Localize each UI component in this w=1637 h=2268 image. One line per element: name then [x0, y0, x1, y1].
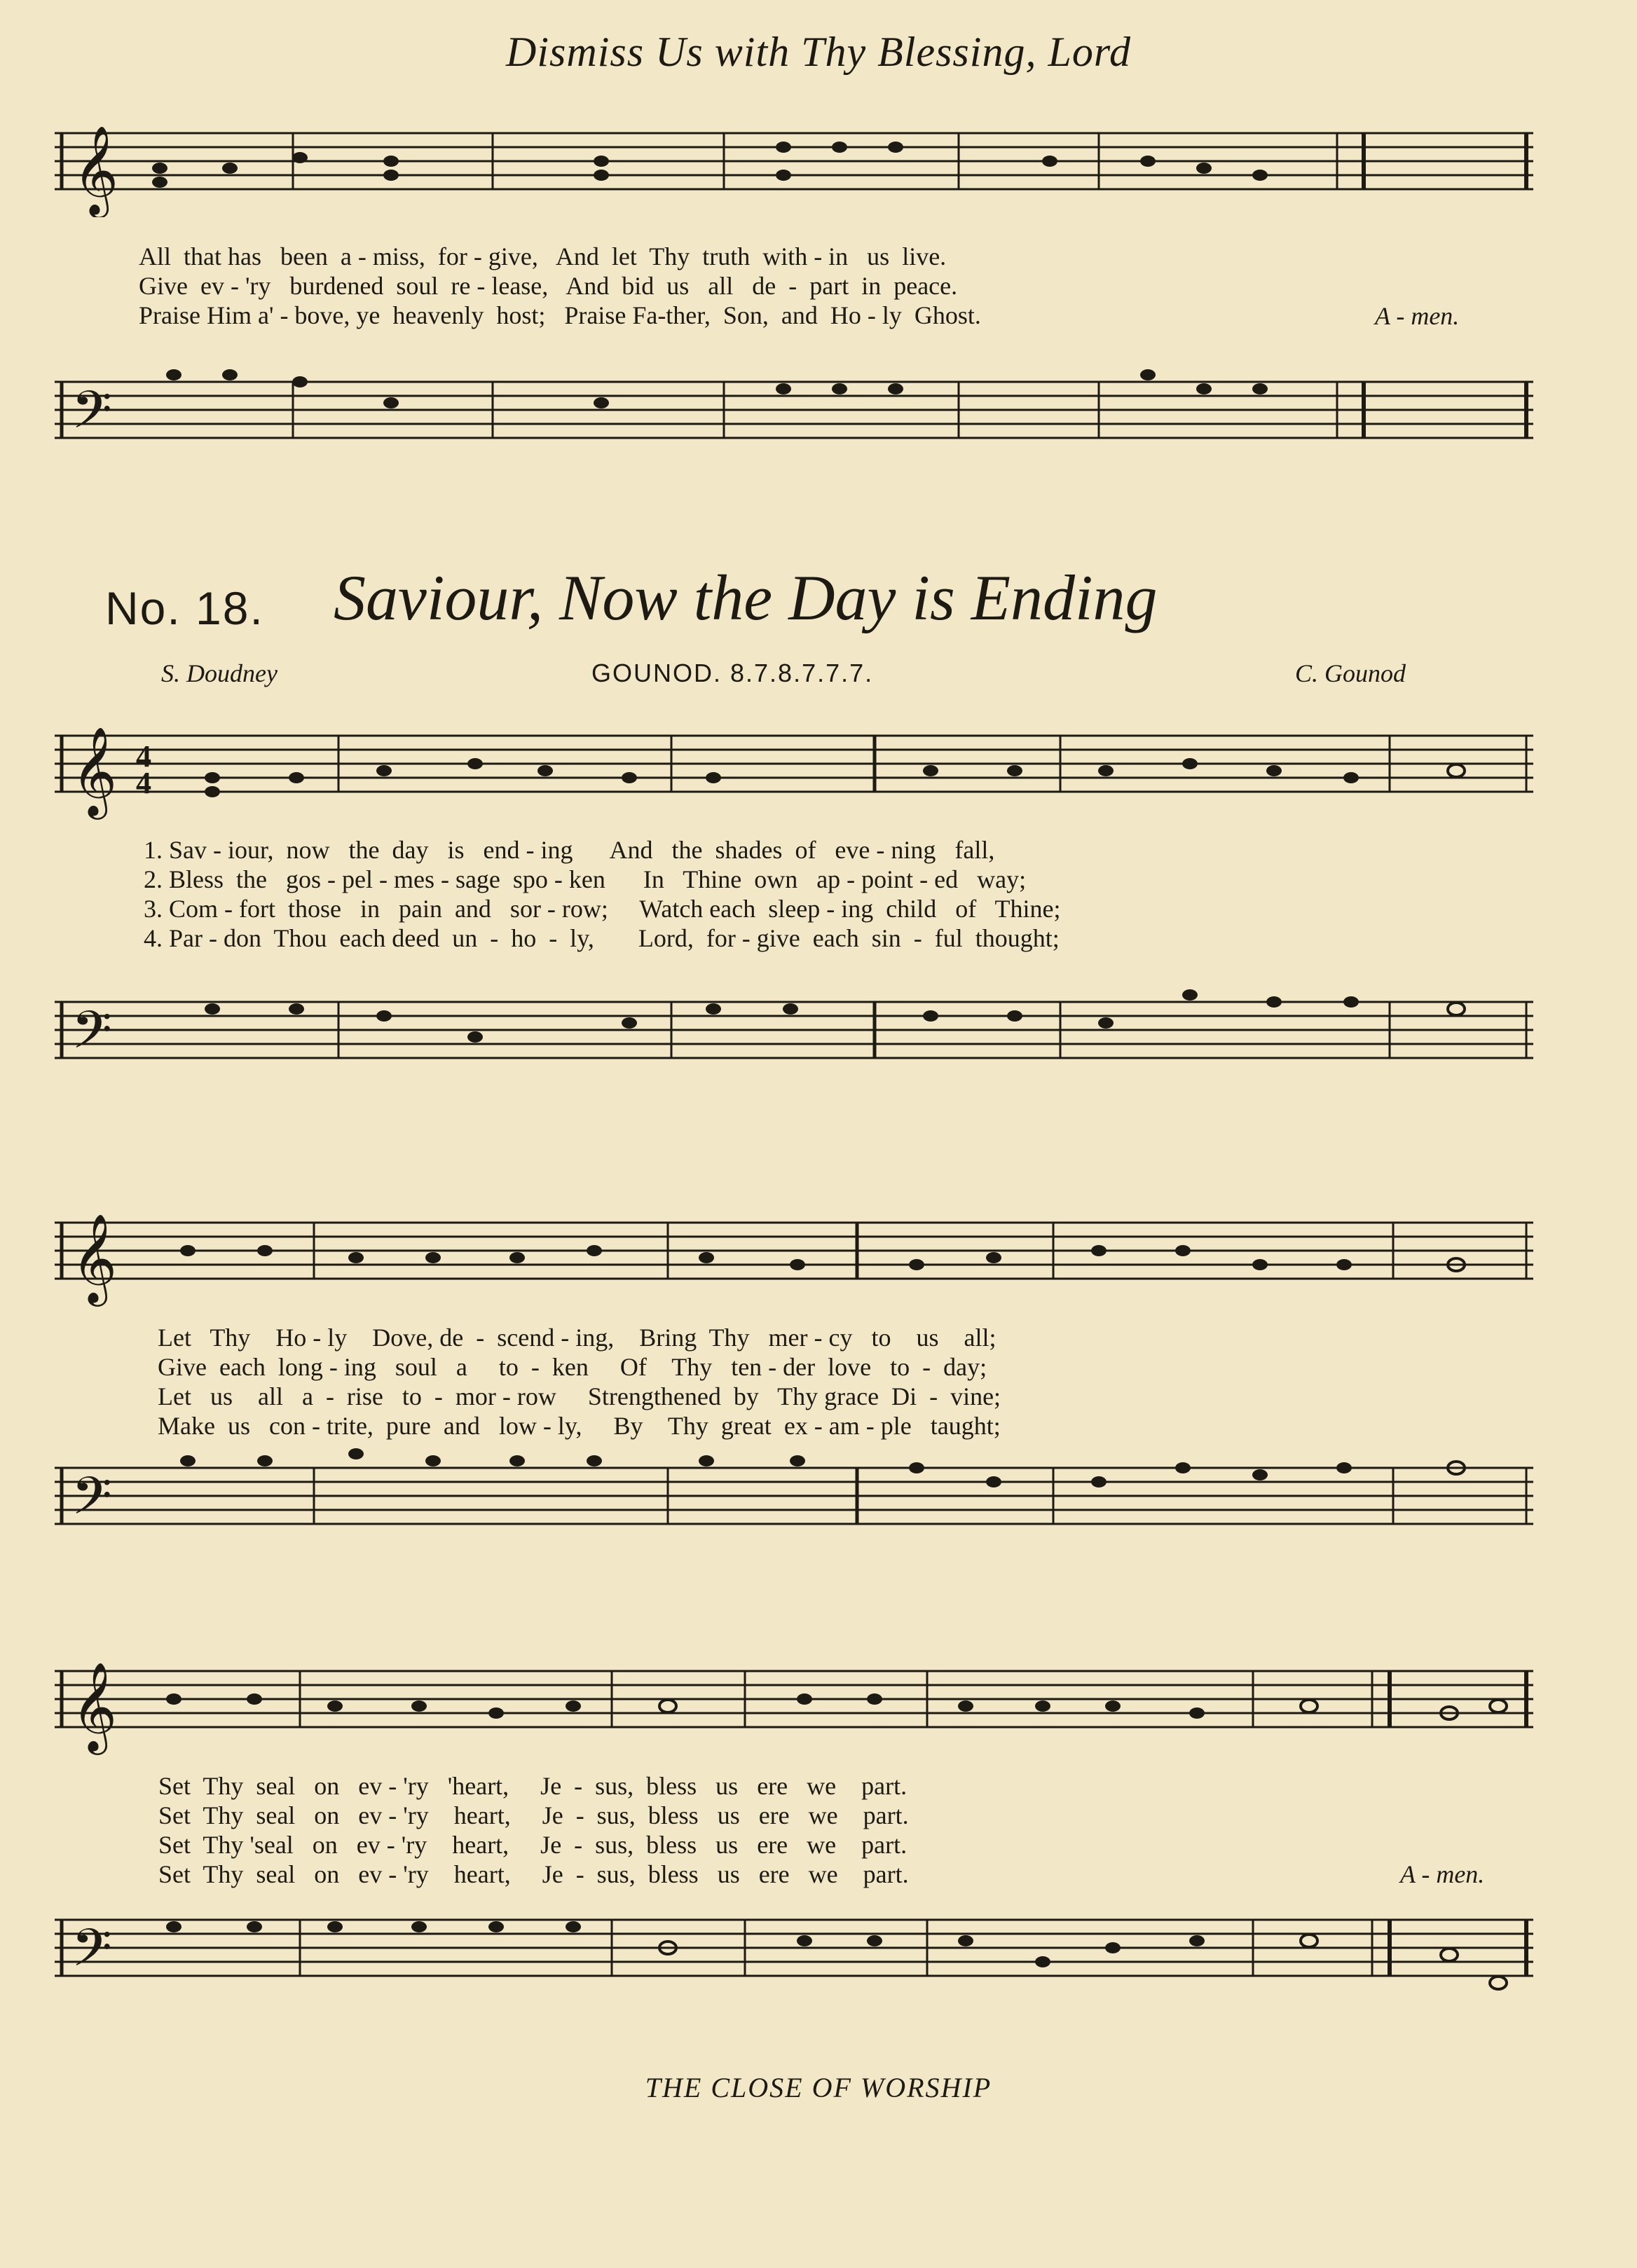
verse-1-line-3: Set Thy seal on ev - 'ry 'heart, Je - sus, bless us ere we part. [158, 1772, 907, 1800]
svg-text:4: 4 [136, 739, 151, 774]
staff-bass-3 [55, 1447, 1533, 1566]
svg-text:4: 4 [136, 766, 151, 800]
hymn1-verse-2: Give ev - 'ry burdened soul re - lease, And bid us all de - part in peace. [139, 272, 958, 300]
hymn2-system3-lyrics [158, 1771, 909, 1889]
verse-2-line-3: Set Thy seal on ev - 'ry heart, Je - sus, bless us ere we part. [158, 1801, 909, 1829]
running-title: Dismiss Us with Thy Blessing, Lord [506, 29, 1131, 75]
hymn2-amen: A - men. [1400, 1860, 1485, 1888]
hymn-number: No. 18. [105, 582, 264, 634]
hymn-title: Saviour, Now the Day is Ending [334, 562, 1158, 633]
svg-text:𝄢: 𝄢 [71, 1918, 112, 1991]
hymn2-system1-lyrics [144, 835, 1061, 953]
hymn1-verse-3: Praise Him a' - bove, ye heavenly host; Praise Fa-ther, Son, and Ho - ly Ghost. [139, 301, 981, 329]
author-credit: S. Doudney [161, 659, 278, 687]
tune-name: GOUNOD. 8.7.8.7.7.7. [591, 659, 874, 687]
staff-bass-4 [55, 1899, 1533, 2018]
svg-text:𝄢: 𝄢 [71, 1000, 112, 1073]
verse-4-line-2: Make us con - trite, pure and low - ly, By Thy great ex - am - ple taught; [158, 1412, 1001, 1440]
staff-bass-2 [55, 981, 1533, 1100]
verse-4-line-1: 4. Par - don Thou each deed un - ho - ly, Lord, for - give each sin - ful thought; [144, 924, 1060, 952]
staff-treble-4 [55, 1650, 1533, 1755]
svg-text:𝄢: 𝄢 [71, 1466, 112, 1539]
svg-text:𝄞: 𝄞 [73, 125, 119, 214]
svg-text:𝄞: 𝄞 [71, 1213, 118, 1303]
svg-text:𝄢: 𝄢 [71, 380, 112, 453]
verse-3-line-1: 3. Com - fort those in pain and sor - row; Watch each sleep - ing child of Thine; [144, 895, 1061, 923]
page-footer: THE CLOSE OF WORSHIP [645, 2072, 992, 2103]
hymn2-system2-lyrics [158, 1323, 1001, 1441]
verse-3-line-3: Set Thy 'seal on ev - 'ry heart, Je - sus, bless us ere we part. [158, 1831, 907, 1859]
svg-text:𝄞: 𝄞 [71, 1661, 118, 1751]
staff-treble-2 [55, 715, 1533, 820]
hymn1-lyrics [139, 242, 981, 330]
verse-2-line-2: Give each long - ing soul a to - ken Of Thy ten - der love to - day; [158, 1353, 987, 1381]
verse-1-line-1: 1. Sav - iour, now the day is end - ing And the shades of eve - ning fall, [144, 836, 995, 864]
staff-treble-1 [55, 119, 1533, 217]
verse-2-line-1: 2. Bless the gos - pel - mes - sage spo - ken In Thine own ap - point - ed way; [144, 865, 1027, 893]
verse-3-line-2: Let us all a - rise to - mor - row Strengthened by Thy grace Di - vine; [158, 1382, 1001, 1410]
composer-credit: C. Gounod [1295, 659, 1406, 687]
hymn1-verse-1: All that has been a - miss, for - give, And let Thy truth with - in us live. [139, 242, 947, 270]
verse-4-line-3: Set Thy seal on ev - 'ry heart, Je - sus, bless us ere we part. [158, 1860, 909, 1888]
svg-text:𝄞: 𝄞 [71, 726, 118, 816]
verse-1-line-2: Let Thy Ho - ly Dove, de - scend - ing, Bring Thy mer - cy to us all; [158, 1324, 996, 1352]
staff-treble-3 [55, 1202, 1533, 1307]
staff-bass-1 [55, 361, 1533, 480]
hymn1-amen: A - men. [1375, 302, 1460, 330]
